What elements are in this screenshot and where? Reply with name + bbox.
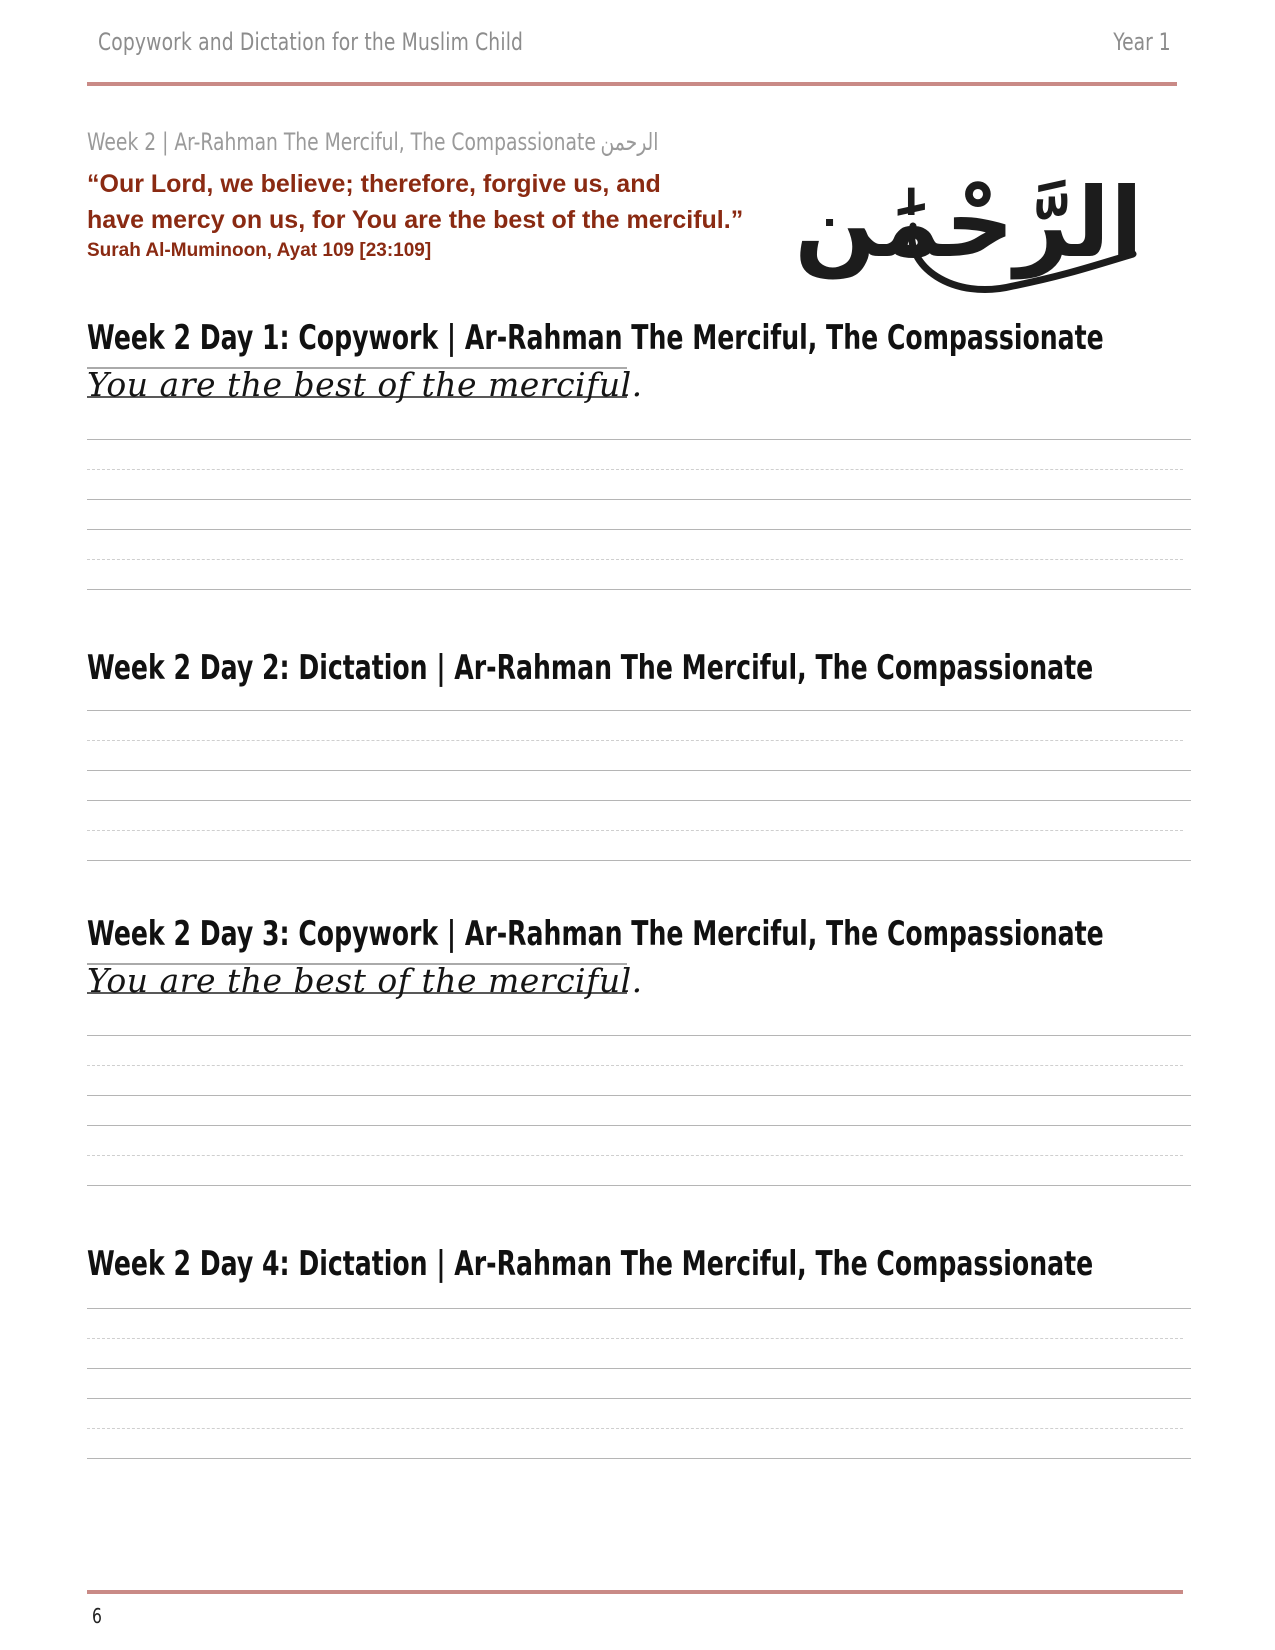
- section-day-2: [87, 648, 1191, 688]
- footer-rule: [87, 1590, 1183, 1594]
- section-heading: Week 2 Day 2: Dictation | Ar-Rahman The Merciful, The Compassionate: [87, 648, 1094, 688]
- week-label-text: Week 2 | Ar-Rahman The Merciful, The Compassionate: [87, 128, 596, 156]
- copywork-model: [87, 960, 643, 1006]
- section-heading: Week 2 Day 4: Dictation | Ar-Rahman The Merciful, The Compassionate: [87, 1244, 1094, 1284]
- quote: [87, 166, 807, 238]
- section-heading: Week 2 Day 3: Copywork | Ar-Rahman The Merciful, The Compassionate: [87, 914, 1104, 954]
- page-number: 6: [92, 1604, 102, 1628]
- copywork-text: You are the best of the merciful.: [87, 365, 643, 404]
- ar-rahman-calligraphy: [794, 136, 1149, 306]
- page-header-year: Year 1: [1113, 28, 1171, 56]
- quote-line-1: “Our Lord, we believe; therefore, forgive us, and: [87, 170, 661, 198]
- quote-line-2: have mercy on us, for You are the best of the merciful.”: [87, 206, 744, 234]
- page-header-title: Copywork and Dictation for the Muslim Child: [98, 28, 524, 56]
- section-day-3: [87, 914, 1191, 1006]
- calligraphy-text: الرَّحْمَٰن: [794, 167, 1143, 279]
- section-day-1: [87, 318, 1191, 410]
- header-rule: [87, 82, 1177, 86]
- copywork-text: You are the best of the merciful.: [87, 961, 643, 1000]
- copywork-model: [87, 364, 643, 410]
- arabic-name: الرحمن: [600, 128, 659, 156]
- section-heading: Week 2 Day 1: Copywork | Ar-Rahman The Merciful, The Compassionate: [87, 318, 1104, 358]
- quote-reference: Surah Al-Muminoon, Ayat 109 [23:109]: [87, 240, 432, 261]
- section-day-4: [87, 1244, 1191, 1284]
- week-label: [87, 128, 658, 156]
